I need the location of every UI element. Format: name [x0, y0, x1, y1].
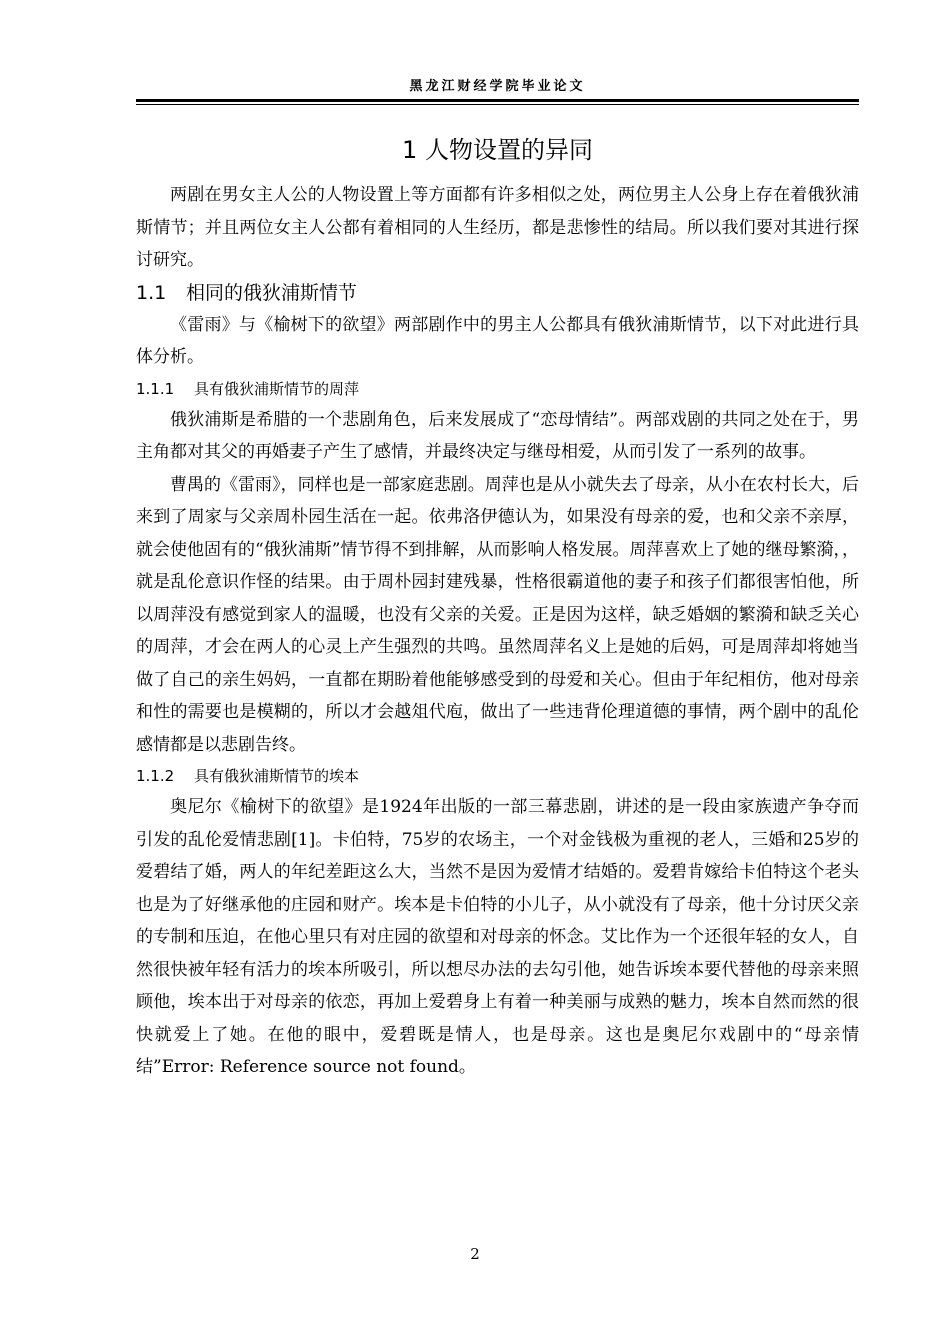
section-1-1-1-paragraph-1: 俄狄浦斯是希腊的一个悲剧角色，后来发展成了“恋母情结”。两部戏剧的共同之处在于，男主角都对其父的再婚妻子产生了感情，并最终决定与继母相爱，从而引发了一系列的故事。 [136, 409, 859, 462]
header-rule-thick [136, 99, 859, 102]
chapter-title: 1 人物设置的异同 [402, 136, 593, 164]
section-number: 1.1 [136, 281, 167, 304]
section-1-1-2-paragraph: 奥尼尔《榆树下的欲望》是1924年出版的一部三幕悲剧，讲述的是一段由家族遗产争夺而引发的乱伦爱情悲剧[1]。卡伯特，75岁的农场主，一个对金钱极为重视的老人，三婚和25岁的爱碧结了婚，两人的年纪差距这么大，当然不是因为爱情才结婚的。爱碧肯嫁给卡伯特这个老头也是为了好继承他的庄园和财产。埃本是卡伯特的小儿子，从小就没有了母亲，他十分讨厌父亲的专制和压迫，在他心里只有对庄园的欲望和对母亲的怀念。艾比作为一个还很年轻的女人，自然很快被年轻有活力的埃本所吸引，所以想尽办法的去勾引他，她告诉埃本要代替他的母亲来照顾他，埃本出于对母亲的依恋，再加上爱碧身上有着一种美丽与成熟的魅力，埃本自然而然的很快就爱上了她。在他的眼中，爱碧既是情人，也是母亲。这也是奥尼尔戏剧中的“母亲情结”Error: Reference source not found。 [136, 797, 859, 1077]
section-heading-1-1-2 [136, 761, 859, 791]
section-title: 具有俄狄浦斯情节的埃本 [194, 767, 360, 785]
section-title: 相同的俄狄浦斯情节 [186, 281, 358, 304]
section-1-1-paragraph: 《雷雨》与《榆树下的欲望》两部剧作中的男主人公都具有俄狄浦斯情节，以下对此进行具体分析。 [136, 314, 859, 367]
section-heading-1-1 [136, 277, 859, 309]
document-body [136, 127, 859, 1084]
section-heading-1-1-1 [136, 374, 859, 404]
section-number: 1.1.2 [136, 767, 175, 785]
page-header: 黑龙江财经学院毕业论文 [409, 79, 586, 94]
section-title: 具有俄狄浦斯情节的周萍 [194, 379, 360, 398]
intro-paragraph: 两剧在男女主人公的人物设置上等方面都有许多相似之处，两位男主人公身上存在着俄狄浦斯情节；并且两位女主人公都有着相同的人生经历，都是悲惨性的结局。所以我们要对其进行探讨研究。 [136, 185, 859, 270]
header-rule-thin [136, 104, 859, 105]
section-1-1-1-paragraph-2: 曹禺的《雷雨》，同样也是一部家庭悲剧。周萍也是从小就失去了母亲，从小在农村长大，后来到了周家与父亲周朴园生活在一起。依弗洛伊德认为，如果没有母亲的爱，也和父亲不亲厚，就会使他固有的“俄狄浦斯”情节得不到排解，从而影响人格发展。周萍喜欢上了她的继母繁漪，，就是乱伦意识作怪的结果。由于周朴园封建残暴，性格很霸道他的妻子和孩子们都很害怕他，所以周萍没有感觉到家人的温暖，也没有父亲的关爱。正是因为这样，缺乏婚姻的繁漪和缺乏关心的周萍，才会在两人的心灵上产生强烈的共鸣。虽然周萍名义上是她的后妈，可是周萍却将她当做了自己的亲生妈妈，一直都在期盼着他能够感受到的母爱和关心。但由于年纪相仿，他对母亲和性的需要也是模糊的，所以才会越俎代庖，做出了一些违背伦理道德的事情，两个剧中的乱伦感情都是以悲剧告终。 [136, 474, 859, 755]
section-number: 1.1.1 [136, 379, 175, 398]
page-number: 2 [470, 1245, 480, 1263]
